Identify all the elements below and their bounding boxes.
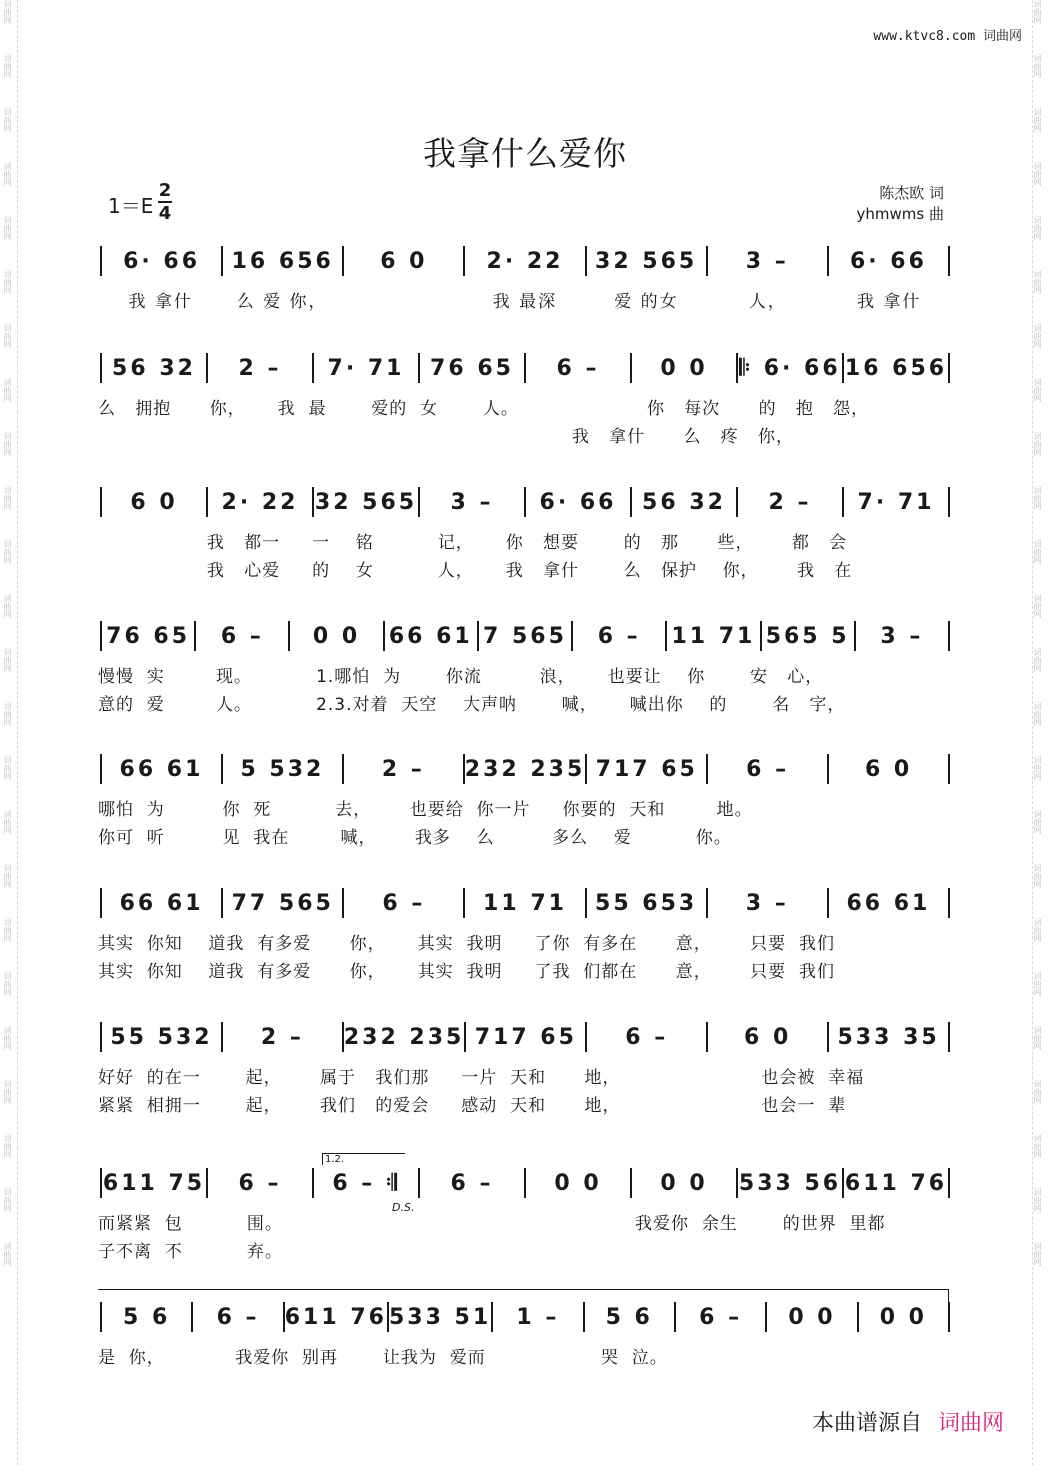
side-watermark-text: 词曲网 — [3, 432, 12, 456]
measure: 76 65 — [106, 623, 191, 649]
notation-line — [100, 620, 950, 652]
side-watermark-text: 词曲网 — [1033, 594, 1042, 618]
measure: 6 – — [699, 1304, 743, 1330]
lyric-syllables: 人， — [748, 292, 787, 312]
barline — [948, 487, 950, 517]
measure: 0 0 — [879, 1304, 927, 1330]
measure: 6 0 — [380, 248, 428, 274]
lyric-syllables: 我 拿什 — [857, 292, 922, 312]
measure: 533 51 — [388, 1304, 492, 1330]
side-watermark-text: 词曲网 — [3, 216, 12, 240]
measure: 2 – — [238, 355, 282, 381]
composer: yhmwms 曲 — [856, 205, 944, 223]
side-watermark-text: 词曲网 — [3, 0, 12, 24]
side-watermark-text: 词曲网 — [1033, 972, 1042, 996]
measure: 3 – — [450, 489, 494, 515]
side-watermark-text: 词曲网 — [3, 1188, 12, 1212]
side-watermark-left — [2, 0, 18, 1465]
measure: 16 656 — [231, 248, 334, 274]
side-watermark-text: 词曲网 — [3, 648, 12, 672]
measure: 55 653 — [595, 890, 698, 916]
side-watermark-text: 词曲网 — [3, 810, 12, 834]
measure: 5 6 — [123, 1304, 171, 1330]
measure: 76 65 — [430, 355, 514, 381]
lyric-syllables: 我 拿什 — [128, 292, 193, 312]
barline — [948, 888, 950, 918]
notation-line — [100, 887, 950, 919]
side-watermark-text: 词曲网 — [1033, 810, 1042, 834]
dal-segno-mark: D.S. — [392, 1201, 415, 1214]
key-signature: 1＝E — [108, 194, 154, 218]
measure: 6 0 — [744, 1024, 792, 1050]
side-watermark-text: 词曲网 — [3, 324, 12, 348]
measure: 565 5 — [765, 623, 850, 649]
measure: 32 565 — [314, 489, 418, 515]
measure: 1 – — [516, 1304, 560, 1330]
measure: 6 – — [238, 1170, 282, 1196]
side-watermark-text: 词曲网 — [1033, 1080, 1042, 1104]
measure: 6 0 — [864, 756, 913, 782]
measure: 7· 71 — [327, 355, 405, 381]
side-watermark-text: 词曲网 — [1033, 756, 1042, 780]
lyric-line — [100, 287, 950, 312]
measure: 11 71 — [671, 623, 756, 649]
lyric-line-verse-2: 我 拿什 么 疼 你， — [98, 427, 794, 447]
measure: 232 235 — [464, 756, 586, 782]
measure: 6 – — [382, 890, 426, 916]
credits — [857, 183, 944, 225]
measure: 611 76 — [844, 1170, 948, 1196]
measure: 0 0 — [788, 1304, 836, 1330]
measure: 2 – — [260, 1024, 304, 1050]
measure: 6· 66 — [849, 248, 927, 274]
measure: 533 35 — [837, 1024, 940, 1050]
lyric-line-verse-2: 其实 你知 道我 有多爱 你， 其实 我明 了我 们都在 意， 只要 我们 — [98, 962, 835, 982]
measure: 7 565 — [483, 623, 567, 649]
measure: 6 – — [216, 1304, 260, 1330]
side-watermark-text: 词曲网 — [1033, 432, 1042, 456]
side-watermark-text: 词曲网 — [3, 270, 12, 294]
measure: 3 – — [880, 623, 924, 649]
lyric-line-verse-1: 我 都一 一 铭 记， 你 想要 的 那 些， 都 会 — [98, 533, 848, 553]
lyric-line-verse-2: 我 心爱 的 女 人， 我 拿什 么 保护 你， 我 在 — [98, 561, 853, 581]
lyric-syllables — [343, 287, 464, 312]
measure: 6· 66 — [123, 248, 201, 274]
footer-source: 本曲谱源自 — [811, 1411, 922, 1436]
measure: 717 65 — [474, 1024, 577, 1050]
lyric-line-verse-1: 哪怕 为 你 死 去， 也要给 你一片 你要的 天和 地。 — [98, 800, 753, 820]
side-watermark-text: 词曲网 — [3, 54, 12, 78]
lyric-syllables: 爱 的女 — [614, 292, 679, 312]
measure: 56 32 — [642, 489, 726, 515]
barline — [948, 353, 950, 383]
time-signature — [158, 180, 172, 224]
measure: 232 235 — [343, 1024, 465, 1050]
meter-bottom: 4 — [158, 203, 172, 224]
measure: 6 – — [556, 355, 600, 381]
measure: 66 61 — [119, 756, 204, 782]
measure: 6 – — [597, 623, 641, 649]
lyric-line-verse-1: 其实 你知 道我 有多爱 你， 其实 我明 了你 有多在 意， 只要 我们 — [98, 934, 835, 954]
side-watermark-text: 词曲网 — [3, 378, 12, 402]
barline — [948, 754, 950, 784]
barline — [948, 246, 950, 276]
side-watermark-text: 词曲网 — [3, 486, 12, 510]
measure: 3 – — [745, 248, 789, 274]
lyricist: 陈杰欧 词 — [879, 184, 944, 202]
song-title: 我拿什么爱你 — [423, 134, 627, 173]
measure: 11 71 — [483, 890, 567, 916]
measure: 0 0 — [312, 623, 361, 649]
measure: 6 – 𝄇 — [332, 1170, 400, 1196]
barline — [948, 621, 950, 651]
notation-line — [100, 753, 950, 785]
measure: 6 – — [746, 756, 790, 782]
site-watermark: www.ktvc8.com 词曲网 — [873, 29, 1022, 44]
side-watermark-text: 词曲网 — [1033, 324, 1042, 348]
side-watermark-text: 词曲网 — [1033, 270, 1042, 294]
measure: 6 – — [625, 1024, 669, 1050]
measure: 717 65 — [595, 756, 698, 782]
side-watermark-text: 词曲网 — [3, 1242, 12, 1266]
side-watermark-text: 词曲网 — [1033, 864, 1042, 888]
measure: 2· 22 — [486, 248, 564, 274]
measure: 7· 71 — [857, 489, 935, 515]
side-watermark-text: 词曲网 — [1033, 162, 1042, 186]
lyric-syllables: 我 最深 — [492, 292, 558, 312]
side-watermark-text: 词曲网 — [3, 864, 12, 888]
measure: 32 565 — [595, 248, 698, 274]
lyric-line-verse-1: 是 你， 我爱你 别再 让我为 爱而 哭 泣。 — [98, 1348, 668, 1368]
lyric-line-verse-1: 慢慢 实 现。 1.哪怕 为 你流 浪， 也要让 你 安 心， — [98, 667, 824, 687]
lyric-line-verse-2: 紧紧 相拥一 起， 我们 的爱会 感动 天和 地， 也会一 辈 — [98, 1096, 847, 1116]
lyric-line-verse-2: 你可 听 见 我在 喊， 我多 么 多么 爱 你。 — [98, 828, 732, 848]
notation-line — [100, 352, 950, 384]
measure: 5 6 — [605, 1304, 653, 1330]
measure: 66 61 — [119, 890, 204, 916]
measure: 55 532 — [110, 1024, 213, 1050]
measure: 6· 66 — [539, 489, 617, 515]
meter-top: 2 — [158, 180, 172, 201]
measure: 66 61 — [388, 623, 473, 649]
side-watermark-text: 词曲网 — [3, 540, 12, 564]
side-watermark-text: 词曲网 — [1033, 54, 1042, 78]
measure: 0 0 — [660, 1170, 708, 1196]
measure: 16 656 — [844, 355, 948, 381]
side-watermark-text: 词曲网 — [3, 1026, 12, 1050]
footer — [812, 1406, 1004, 1437]
lyric-line-verse-1: 么 拥抱 你， 我 最 爱的 女 人。 你 每次 的 抱 怨， — [98, 399, 870, 419]
side-watermark-text: 词曲网 — [3, 162, 12, 186]
side-watermark-text: 词曲网 — [1033, 216, 1042, 240]
measure: 0 0 — [554, 1170, 602, 1196]
measure: 6 – — [220, 623, 264, 649]
side-watermark-text: 词曲网 — [1033, 1242, 1042, 1266]
notation-line — [100, 486, 950, 518]
notation-line — [100, 1167, 950, 1199]
side-watermark-text: 词曲网 — [1033, 918, 1042, 942]
side-watermark-text: 词曲网 — [3, 1134, 12, 1158]
side-watermark-text: 词曲网 — [1033, 540, 1042, 564]
last-system-bracket — [98, 1289, 949, 1308]
footer-brand: 词曲网 — [937, 1411, 1004, 1436]
side-watermark-text: 词曲网 — [3, 918, 12, 942]
side-watermark-text: 词曲网 — [1033, 108, 1042, 132]
notation-line — [100, 245, 950, 277]
notation-line — [100, 1021, 950, 1053]
measure: 2 – — [768, 489, 812, 515]
measure: 3 – — [745, 890, 789, 916]
lyric-line-verse-1: 而紧紧 包 围。 我爱你 余生 的世界 里都 — [98, 1214, 886, 1234]
side-watermark-text: 词曲网 — [1033, 486, 1042, 510]
measure: 6 0 — [130, 489, 178, 515]
barline — [948, 1168, 950, 1198]
measure: 0 0 — [660, 355, 708, 381]
lyric-line-verse-2: 意的 爱 人。 2.3.对着 天空 大声呐 喊， 喊出你 的 名 字， — [98, 695, 846, 715]
side-watermark-text: 词曲网 — [1033, 1026, 1042, 1050]
measure: 611 75 — [102, 1170, 206, 1196]
side-watermark-text: 词曲网 — [1033, 1188, 1042, 1212]
measure: 66 61 — [846, 890, 931, 916]
measure: 56 32 — [112, 355, 196, 381]
barline — [948, 1022, 950, 1052]
measure: 533 56 — [738, 1170, 842, 1196]
side-watermark-right — [1032, 0, 1048, 1465]
side-watermark-text: 词曲网 — [1033, 378, 1042, 402]
lyric-syllables: 么 爱 你， — [236, 292, 328, 312]
measure: 77 565 — [231, 890, 334, 916]
measure: 2 – — [381, 756, 425, 782]
lyric-line-verse-2: 子不离 不 弃。 — [98, 1242, 283, 1262]
side-watermark-text: 词曲网 — [1033, 648, 1042, 672]
measure: 6 – — [450, 1170, 494, 1196]
side-watermark-text: 词曲网 — [1033, 702, 1042, 726]
measure: 𝄆 6· 66 — [739, 355, 841, 381]
side-watermark-text: 词曲网 — [3, 108, 12, 132]
side-watermark-text: 词曲网 — [3, 702, 12, 726]
side-watermark-text: 词曲网 — [3, 1080, 12, 1104]
side-watermark-text: 词曲网 — [1033, 0, 1042, 24]
side-watermark-text: 词曲网 — [3, 756, 12, 780]
lyric-line-verse-1: 好好 的在一 起， 属于 我们那 一片 天和 地， 也会被 幸福 — [98, 1068, 865, 1088]
side-watermark-text: 词曲网 — [1033, 1134, 1042, 1158]
measure: 5 532 — [240, 756, 325, 782]
volta-bracket: 1.2. — [322, 1153, 405, 1165]
measure: 2· 22 — [221, 489, 299, 515]
side-watermark-text: 词曲网 — [3, 594, 12, 618]
measure: 611 76 — [284, 1304, 387, 1330]
side-watermark-text: 词曲网 — [3, 972, 12, 996]
